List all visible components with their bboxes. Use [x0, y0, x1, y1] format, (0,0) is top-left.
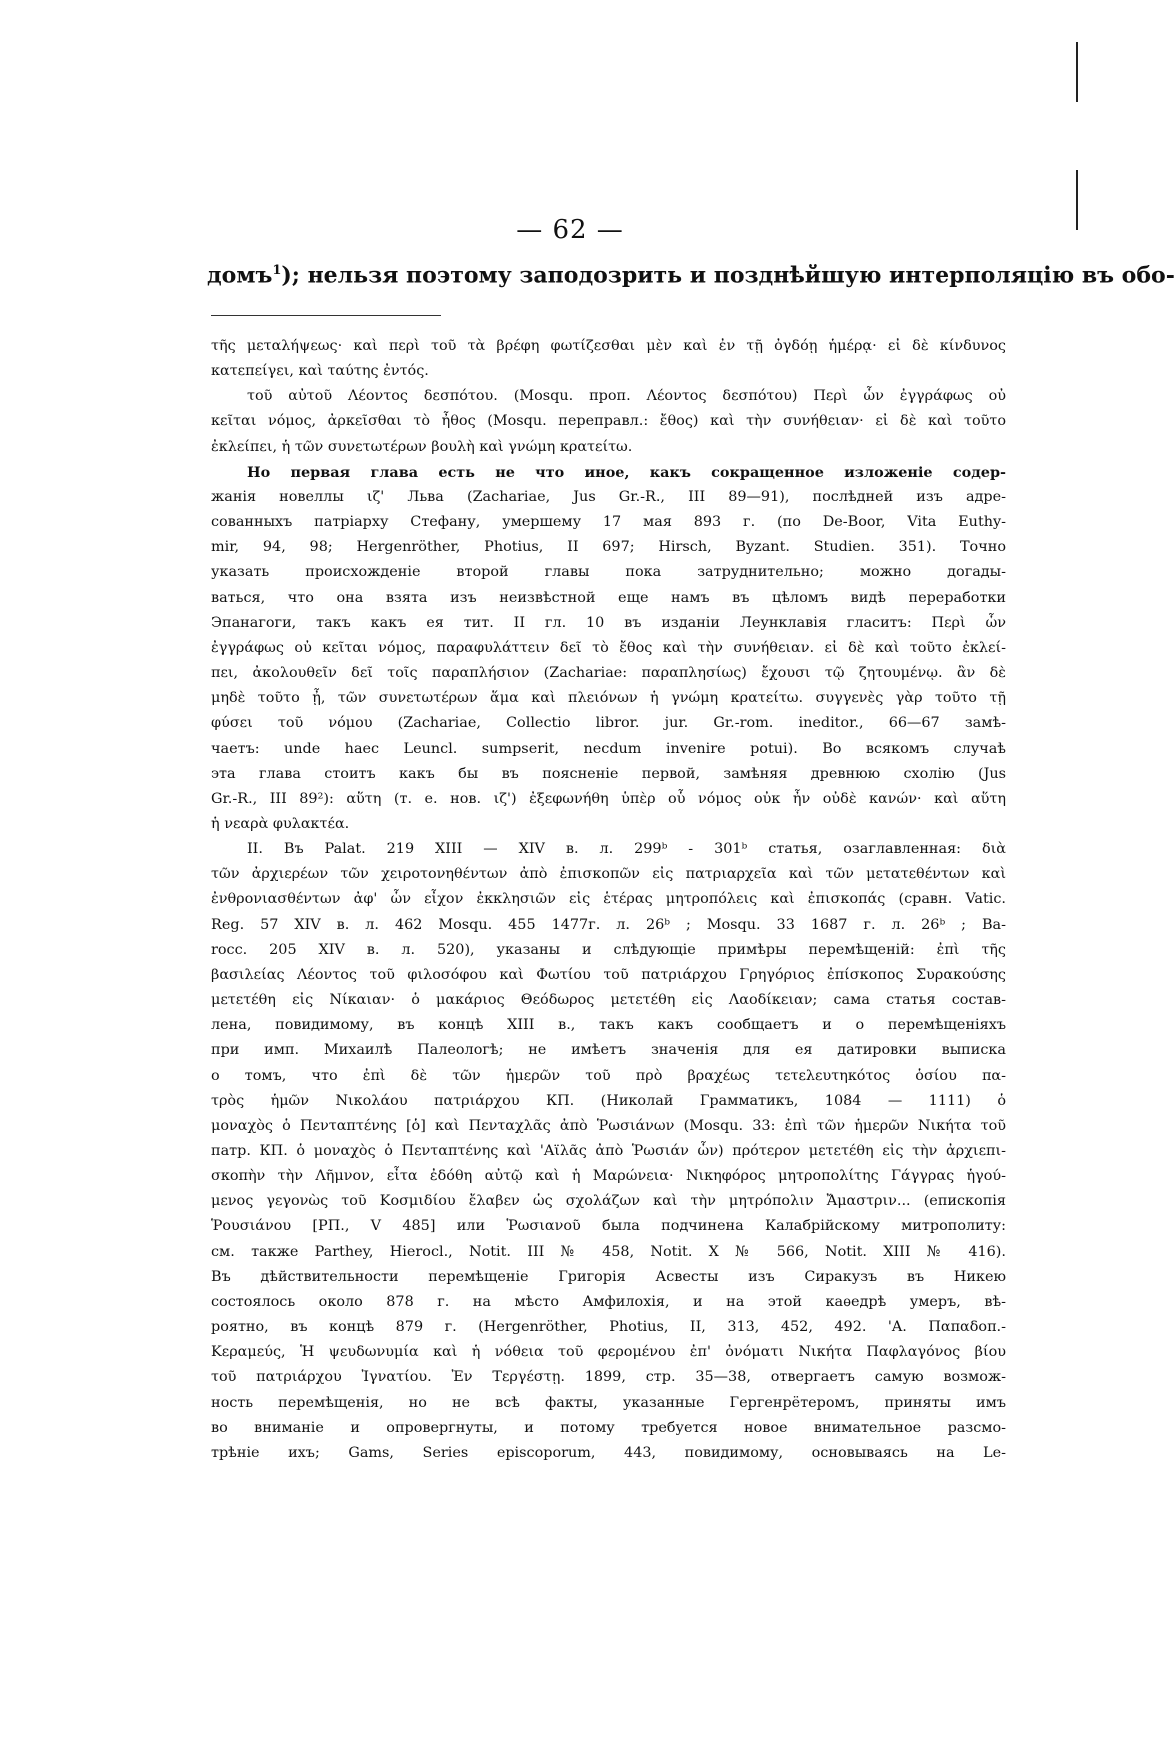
footnote-line: эта глава стоитъ какъ бы въ поясненіе первой, замѣняя древнюю схолію (Jus	[211, 765, 1006, 782]
footnote-line: трѣніе ихъ; Gams, Series episcoporum, 443, повидимому, основываясь на Le-	[211, 1444, 1006, 1461]
footnote-separator	[211, 315, 441, 316]
footnote-line: τῆς μεταλήψεως· καὶ περὶ τοῦ τὰ βρέφη φωτίζεσθαι μὲν καὶ ἐν τῇ ὀγδόῃ ἡμέρᾳ· εἰ δὲ κίνδυνος	[211, 338, 1006, 354]
footnote-line: патр. КП. ὁ μοναχὸς ὁ Πενταπτένης καὶ 'Αϊλᾶς ἀπὸ Ῥωσιάν ὧν) πρότερον μετετέθη εἰς τὴν ἀρχιεπι-	[211, 1143, 1006, 1159]
footnote-line: Gr.-R., III 89²): αὕτη (т. е. нов. ιζ') ἐξεφωνήθη ὑπὲρ οὗ νόμος οὐκ ἦν οὐδὲ κανών· καὶ αὕτη	[211, 790, 1006, 807]
footnote-line: Въ дѣйствительности перемѣщеніе Григорія Асвесты изъ Сиракузъ въ Никею	[211, 1268, 1006, 1285]
footnote-line: ἐνθρονιασθέντων ἀφ' ὧν εἶχον ἐκκλησιῶν εἰς ἑτέρας μητροπόλεις καὶ ἐπισκοπάς (сравн. Vatic.	[211, 891, 1006, 908]
main-text-start: домъ	[207, 262, 273, 289]
footnote-line: φύσει τοῦ νόμου (Zachariae, Collectio libror. jur. Gr.-rom. ineditor., 66—67 замѣ-	[211, 715, 1006, 732]
footnote-line: μετετέθη εἰς Νίκαιαν· ὁ μακάριος Θεόδωρος μετετέθη εἰς Λαοδίκειαν; сама статья состав-	[211, 992, 1006, 1009]
footnote-line: σκοπὴν τὴν Λῆμνον, εἶτα ἐδόθη αὐτῷ καὶ ἡ Μαρώνεια· Νικηφόρος μητροπολίτης Γάγγρας ἡγού-	[211, 1168, 1006, 1185]
footnote-line: Κεραμεύς, Ἡ ψευδωνυμία καὶ ἡ νόθεια τοῦ φερομένου ἐπ' ὀνόματι Νικήτα Παφλαγόνος βίου	[211, 1344, 1006, 1361]
footnote-line: mir, 94, 98; Hergenröther, Photius, II 697; Hirsch, Byzant. Studien. 351). Точно	[211, 539, 1006, 556]
footnote-line: жанія новеллы ιζ' Льва (Zachariae, Jus Gr.-R., III 89—91), послѣдней изъ адре-	[211, 488, 1006, 505]
footnote-line: см. также Parthey, Hierocl., Notit. III № 458, Notit. X № 566, Notit. XIII № 416).	[211, 1243, 1006, 1260]
main-text-rest: ); нельзя поэтому заподозрить и позднѣйшую интерполяцію въ обо-	[281, 262, 1175, 289]
footnote-line: ность перемѣщенія, но не всѣ факты, указанные Гергенрётеромъ, приняты имъ	[211, 1394, 1006, 1411]
footnote-line: ἐκλείπει, ἡ τῶν συνετωτέρων βουλὴ καὶ γνώμη κρατείτω.	[211, 438, 633, 455]
footnote-line: μοναχὸς ὁ Πενταπτένης [ὁ] καὶ Πενταχλᾶς ἀπὸ Ῥωσιάνων (Mosqu. 33: ἐπὶ τῶν ἡμερῶν Νικήτα τοῦ	[211, 1117, 1006, 1134]
footnote-line: Эпанагоги, такъ какъ ея тит. II гл. 10 въ изданіи Леунклавія гласитъ: Περὶ ὧν	[211, 614, 1006, 631]
footnote-line: rocc. 205 XIV в. л. 520), указаны и слѣдующіе примѣры перемѣщеній: ἐπὶ τῆς	[211, 941, 1006, 958]
footnote-line: κεῖται νόμος, ἀρκεῖσθαι τὸ ἦθος (Mosqu. переправл.: ἔθος) καὶ τὴν συνήθειαν· εἰ δὲ καὶ τοῦτο	[211, 413, 1006, 430]
footnote-line: при имп. Михаилѣ Палеологѣ; не имѣетъ значенія для ея датировки выписка	[211, 1042, 1006, 1059]
footnote-line: μηδὲ τοῦτο ᾖ, τῶν συνετωτέρων ἅμα καὶ πλειόνων ἡ γνώμη κρατείτω. συγγενὲς γὰρ τοῦτο τῇ	[211, 690, 1006, 707]
main-text-line	[207, 256, 1175, 290]
footnote-line: ваться, что она взята изъ неизвѣстной еще намъ въ цѣломъ видѣ переработки	[211, 589, 1006, 606]
footnote-line: πει, ἀκολουθεῖν δεῖ τοῖς παραπλήσιον (Zachariae: παραπλησίως) ἔχουσι τῷ ζητουμένῳ. ἂν δὲ	[211, 665, 1006, 682]
footnote-line: Но первая глава есть не что иное, какъ сокращенное изложеніе содер-	[247, 463, 1006, 481]
footnote-line: τοῦ πατριάρχου Ἰγνατίου. Ἐν Τεργέστῃ. 1899, стр. 35—38, отвергаетъ самую возмож-	[211, 1369, 1006, 1386]
footnote-line: τρὸς ἡμῶν Νικολάου πατριάρχου КП. (Николай Грамматикъ, 1084 — 1111) ὁ	[211, 1092, 1006, 1109]
footnote-reference: 1	[272, 263, 282, 278]
scan-edge-line-top	[1076, 42, 1078, 102]
footnote-line: о томъ, что ἐπὶ δὲ τῶν ἡμερῶν τοῦ πρὸ βραχέως τετελευτηκότος ὁσίου πα-	[211, 1067, 1006, 1084]
footnote-line: во вниманіе и опровергнуты, и потому требуется новое внимательное разсмо-	[211, 1419, 1006, 1436]
footnote-line: κατεπείγει, καὶ ταύτης ἐντός.	[211, 363, 429, 380]
footnote-line: указать происхожденіе второй главы пока затруднительно; можно догады-	[211, 564, 1006, 581]
footnote-line: лена, повидимому, въ концѣ XIII в., такъ какъ сообщаетъ и о перемѣщеніяхъ	[211, 1017, 1006, 1034]
footnote-line: μενος γεγονὼς τοῦ Κοσμιδίου ἔλαβεν ὡς σχολάζων καὶ τὴν μητρόπολιν Ἄμαστριν... (епископія	[211, 1193, 1006, 1210]
footnote-block	[211, 334, 1006, 1466]
footnote-line: Ῥουσιάνου [РП., V 485] или Ῥωσιανοῦ была подчинена Калабрійскому митрополиту:	[211, 1218, 1006, 1235]
footnote-line: τοῦ αὐτοῦ Λέοντος δεσπότου. (Mosqu. проп. Λέοντος δεσπότου) Περὶ ὧν ἐγγράφως οὐ	[247, 388, 1006, 405]
footnote-line: чаетъ: unde haec Leuncl. sumpserit, necdum invenire potui). Во всякомъ случаѣ	[211, 740, 1006, 757]
footnote-line: состоялось около 878 г. на мѣсто Амфилохія, и на этой каѳедрѣ умеръ, вѣ-	[211, 1293, 1006, 1310]
footnote-line: сованныхъ патріарху Стефану, умершему 17 мая 893 г. (по De-Boor, Vita Euthy-	[211, 514, 1006, 531]
footnote-line: роятно, въ концѣ 879 г. (Hergenröther, Photius, II, 313, 452, 492. 'Α. Παπαδοπ.-	[211, 1319, 1006, 1336]
page-number: — 62 —	[516, 215, 624, 245]
footnote-line: Reg. 57 XIV в. л. 462 Mosqu. 455 1477г. л. 26ᵇ ; Mosqu. 33 1687 г. л. 26ᵇ ; Ba-	[211, 916, 1006, 933]
footnote-line: ἐγγράφως οὐ κεῖται νόμος, παραφυλάττειν δεῖ τὸ ἔθος καὶ τὴν συνήθειαν. εἰ δὲ καὶ τοῦτο ἐκλεί-	[211, 639, 1006, 656]
footnote-line: II. Въ Palat. 219 XIII — XIV в. л. 299ᵇ - 301ᵇ статья, озаглавленная: διὰ	[247, 841, 1006, 858]
footnote-line: ἡ νεαρὰ φυλακτέα.	[211, 815, 350, 832]
footnote-line: βασιλείας Λέοντος τοῦ φιλοσόφου καὶ Φωτίου τοῦ πατριάρχου Γρηγόριος ἐπίσκοπος Συρακούσης	[211, 966, 1006, 983]
footnote-line: τῶν ἀρχιερέων τῶν χειροτονηθέντων ἀπὸ ἐπισκοπῶν εἰς πατριαρχεῖα καὶ τῶν μετατεθέντων καὶ	[211, 866, 1006, 883]
